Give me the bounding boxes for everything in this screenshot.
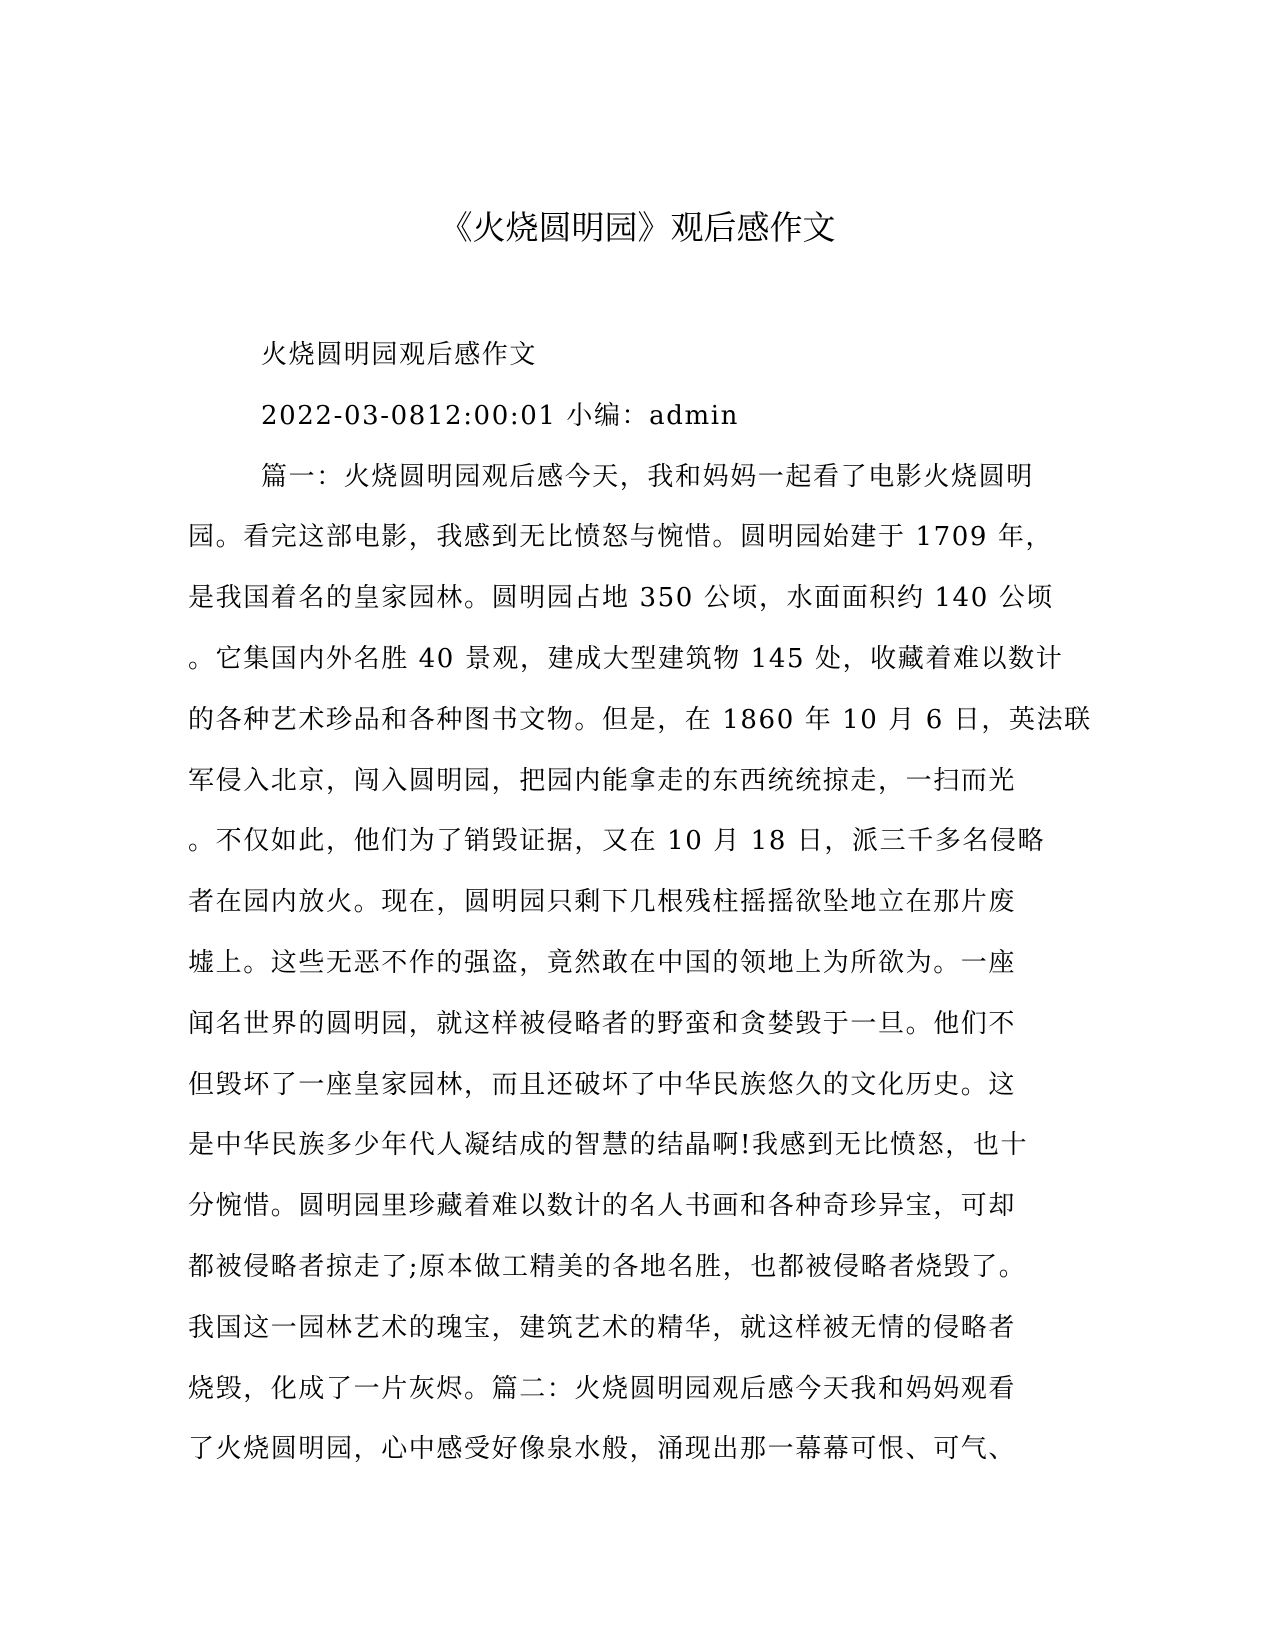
document-title: 《火烧圆明园》观后感作文 xyxy=(439,208,836,247)
paragraph-line: 我国这一园林艺术的瑰宝，建筑艺术的精华，就这样被无情的侵略者 xyxy=(188,1312,1017,1343)
paragraph-line: 闻名世界的圆明园，就这样被侵略者的野蛮和贪婪毁于一旦。他们不 xyxy=(188,1008,1017,1039)
meta-line: 2022-03-0812:00:01 小编：admin xyxy=(261,400,740,431)
paragraph-line: 墟上。这些无恶不作的强盗，竟然敢在中国的领地上为所欲为。一座 xyxy=(188,947,1017,978)
paragraph-line: 篇一：火烧圆明园观后感今天，我和妈妈一起看了电影火烧圆明 xyxy=(261,461,1034,492)
paragraph-line: 军侵入北京，闯入圆明园，把园内能拿走的东西统统掠走，一扫而光 xyxy=(188,765,1017,796)
paragraph-line: 是中华民族多少年代人凝结成的智慧的结晶啊!我感到无比愤怒，也十 xyxy=(188,1130,1029,1161)
document-body xyxy=(188,325,1092,1480)
subtitle-line: 火烧圆明园观后感作文 xyxy=(261,340,538,370)
paragraph-line: 是我国着名的皇家园林。圆明园占地 350 公顷，水面面积约 140 公顷 xyxy=(188,583,1054,614)
paragraph-line: 都被侵略者掠走了;原本做工精美的各地名胜，也都被侵略者烧毁了。 xyxy=(188,1251,1027,1282)
paragraph-line: 的各种艺术珍品和各种图书文物。但是，在 1860 年 10 月 6 日，英法联 xyxy=(188,704,1092,735)
paragraph-line: 。它集国内外名胜 40 景观，建成大型建筑物 145 处，收藏着难以数计 xyxy=(188,643,1064,674)
paragraph-line: 了火烧圆明园，心中感受好像泉水般，涌现出那一幕幕可恨、可气、 xyxy=(188,1434,1017,1465)
paragraph-line: 园。看完这部电影，我感到无比愤怒与惋惜。圆明园始建于 1709 年， xyxy=(188,522,1054,553)
paragraph-line: 烧毁，化成了一片灰烬。篇二：火烧圆明园观后感今天我和妈妈观看 xyxy=(188,1373,1017,1404)
paragraph-line: 者在园内放火。现在，圆明园只剩下几根残柱摇摇欲坠地立在那片废 xyxy=(188,887,1017,918)
paragraph-line: 分惋惜。圆明园里珍藏着难以数计的名人书画和各种奇珍异宝，可却 xyxy=(188,1191,1017,1222)
paragraph-line: 但毁坏了一座皇家园林，而且还破坏了中华民族悠久的文化历史。这 xyxy=(188,1069,1017,1100)
paragraph-line: 。不仅如此，他们为了销毁证据，又在 10 月 18 日，派三千多名侵略 xyxy=(188,826,1046,857)
